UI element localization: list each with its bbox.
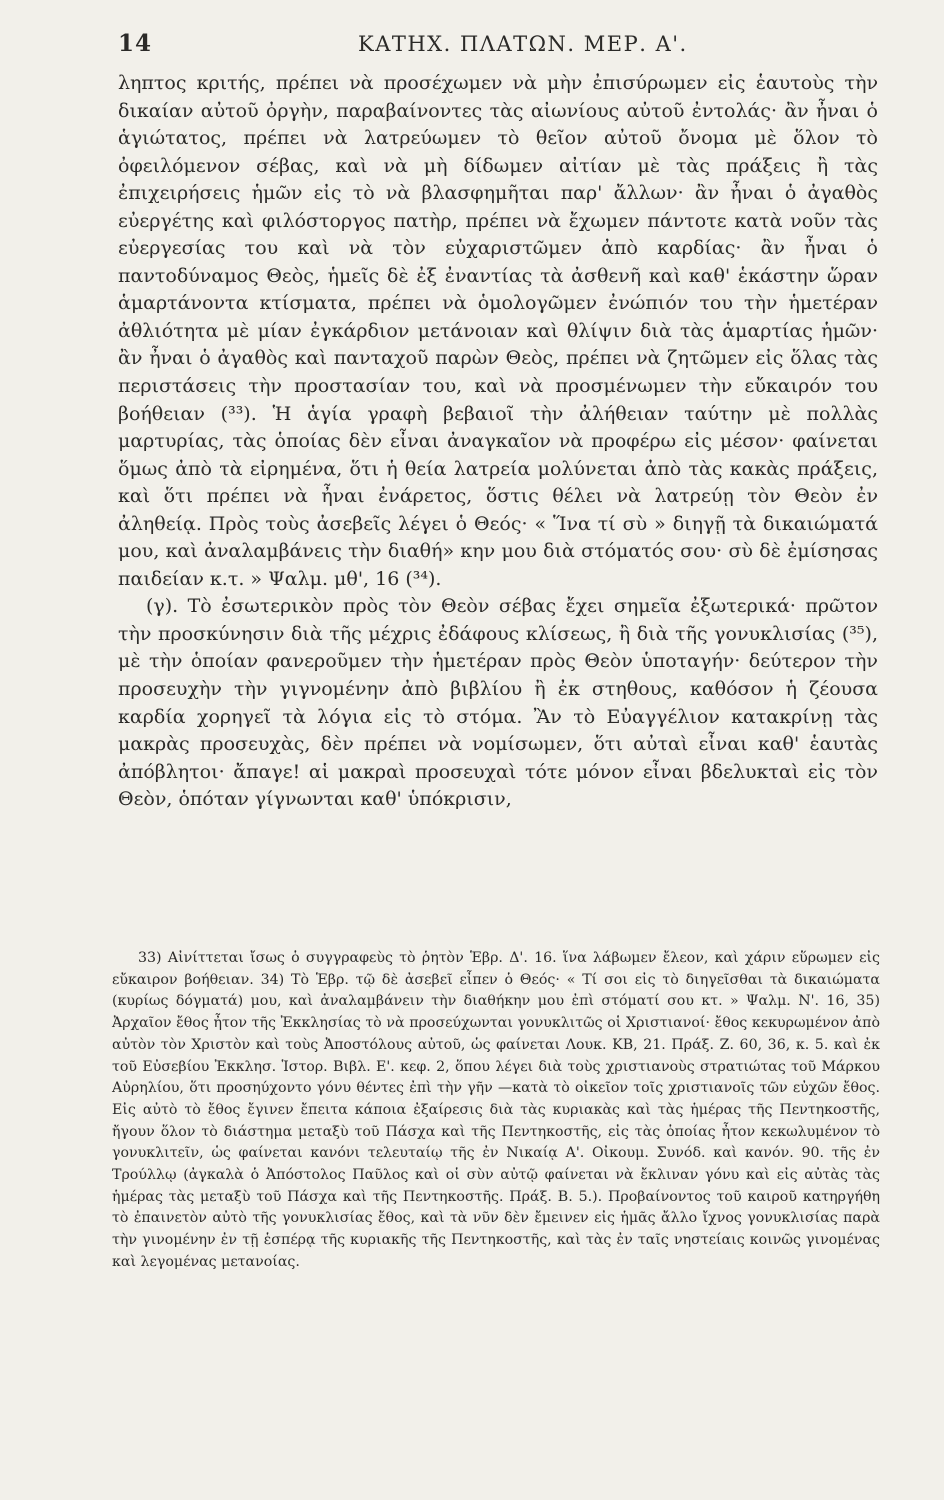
page-header (118, 30, 878, 64)
footnote-text: 33) Αἰνίττεται ἴσως ὁ συγγραφεὺς τὸ ῥητὸν Ἑβρ. Δ'. 16. ἵνα λάβωμεν ἔλεον, καὶ χάριν εὕρωμεν εἰς εὔκαιρον βοήθειαν. 34) Τὸ Ἑβρ. τῷ δὲ ἀσεβεῖ εἶπεν ὁ Θεός· « Τί σοι εἰς τὸ διηγεῖσθαι τὰ δικαιώματα (κυρίως δόγματά) μου, καὶ ἀναλαμβάνειν τὴν διαθήκην μου ἐπὶ στόματί σου κτ. » Ψαλμ. Ν'. 16, 35) Ἀρχαῖον ἔθος ἦτον τῆς Ἐκκλησίας τὸ νὰ προσεύχωνται γονυκλιτῶς οἱ Χριστιανοί· ἔθος κεκυρωμένον ἀπὸ αὐτὸν τὸν Χριστὸν καὶ τοὺς Ἀποστόλους αὐτοῦ, ὡς φαίνεται Λουκ. ΚΒ, 21. Πράξ. Ζ. 60, 36, κ. 5. καὶ ἐκ τοῦ Εὐσεβίου Ἐκκλησ. Ἱστορ. Βιβλ. Ε'. κεφ. 2, ὅπου λέγει διὰ τοὺς χριστιανοὺς στρατιώτας τοῦ Μάρκου Αὐρηλίου, ὅτι προσηύχοντο γόνυ θέντες ἐπὶ τὴν γῆν —κατὰ τὸ οἰκεῖον τοῖς χριστιανοῖς τῶν εὐχῶν ἔθος. Εἰς αὐτὸ τὸ ἔθος ἔγινεν ἔπειτα κάποια ἐξαίρεσις διὰ τὰς κυριακὰς καὶ τὰς ἡμέρας τῆς Πεντηκοστῆς, ἤγουν ὅλον τὸ διάστημα μεταξὺ τοῦ Πάσχα καὶ τῆς Πεντηκοστῆς, εἰς τὰς ὁποίας ἦτον κεκωλυμένον τὸ γονυκλιτεῖν, ὡς φαίνεται κανόνι τελευταίῳ τῆς ἐν Νικαίᾳ Α'. Οἰκουμ. Συνόδ. καὶ κανόν. 90. τῆς ἐν Τρούλλῳ (ἀγκαλὰ ὁ Ἀπόστολος Παῦλος καὶ οἱ σὺν αὐτῷ φαίνεται νὰ ἔκλιναν γόνυ καὶ εἰς αὐτὰς τὰς ἡμέρας τὰς μεταξὺ τοῦ Πάσχα καὶ τῆς Πεντηκοστῆς. Πράξ. Β. 5.). Προβαίνοντος τοῦ καιροῦ κατηργήθη τὸ ἐπαινετὸν αὐτὸ τῆς γονυκλισίας ἔθος, καὶ τὰ νῦν δὲν ἔμεινεν εἰς ἡμᾶς ἄλλο ἴχνος γονυκλισίας παρὰ τὴν γινομένην ἐν τῇ ἑσπέρᾳ τῆς κυριακῆς τῆς Πεντηκοστῆς, καὶ τὰς ἐν ταῖς νηστείαις κοινῶς γινομένας καὶ λεγομένας μετανοίας. (112, 950, 880, 1270)
body-paragraph-2: (γ). Τὸ ἐσωτερικὸν πρὸς τὸν Θεὸν σέβας ἔχει σημεῖα ἐξωτερικά· πρῶτον τὴν προσκύνησιν διὰ τῆς μέχρις ἐδάφους κλίσεως, ἢ διὰ τῆς γονυκλισίας (³⁵), μὲ τὴν ὁποίαν φανεροῦμεν τὴν ἡμετέραν πρὸς Θεὸν ὑποταγήν· δεύτερον τὴν προσευχὴν τὴν γιγνομένην ἀπὸ βιβλίου ἢ ἐκ στηθους, καθόσον ἡ ζέουσα καρδία χορηγεῖ τὰ λόγια εἰς τὸ στόμα. Ἂν τὸ Εὐαγγέλιον κατακρίνῃ τὰς μακρὰς προσευχὰς, δὲν πρέπει νὰ νομίσωμεν, ὅτι αὐταὶ εἶναι καθ' ἑαυτὰς ἀπόβλητοι· ἄπαγε! αἱ μακραὶ προσευχαὶ τότε μόνον εἶναι βδελυκταὶ εἰς τὸν Θεὸν, ὁπόταν γίγνωνται καθ' ὑπόκρισιν, (118, 595, 878, 811)
main-text (118, 70, 878, 814)
body-paragraph-1: ληπτος κριτής, πρέπει νὰ προσέχωμεν νὰ μὴν ἐπισύρωμεν εἰς ἑαυτοὺς τὴν δικαίαν αὐτοῦ ὀργὴν, παραβαίνοντες τὰς αἰωνίους αὐτοῦ ἐντολάς· ἂν ἦναι ὁ ἁγιώτατος, πρέπει νὰ λατρεύωμεν τὸ θεῖον αὐτοῦ ὄνομα μὲ ὅλον τὸ ὀφειλόμενον σέβας, καὶ νὰ μὴ δίδωμεν αἰτίαν μὲ τὰς πράξεις ἢ τὰς ἐπιχειρήσεις ἡμῶν εἰς τὸ νὰ βλασφημῆται παρ' ἄλλων· ἂν ἦναι ὁ ἀγαθὸς εὐεργέτης καὶ φιλόστοργος πατὴρ, πρέπει νὰ ἔχωμεν πάντοτε κατὰ νοῦν τὰς εὐεργεσίας του καὶ νὰ τὸν εὐχαριστῶμεν ἀπὸ καρδίας· ἂν ἦναι ὁ παντοδύναμος Θεὸς, ἡμεῖς δὲ ἐξ ἐναντίας τὰ ἀσθενῆ καὶ καθ' ἑκάστην ὥραν ἁμαρτάνοντα κτίσματα, πρέπει νὰ ὁμολογῶμεν ἐνώπιόν του τὴν ἡμετέραν ἀθλιότητα μὲ μίαν ἐγκάρδιον μετάνοιαν καὶ θλίψιν διὰ τὰς ἁμαρτίας ἡμῶν· ἂν ἦναι ὁ ἀγαθὸς καὶ πανταχοῦ παρὼν Θεὸς, πρέπει νὰ ζητῶμεν εἰς ὅλας τὰς περιστάσεις τὴν προστασίαν του, καὶ νὰ προσμένωμεν τὴν εὔκαιρόν του βοήθειαν (³³). Ἡ ἁγία γραφὴ βεβαιοῖ τὴν ἀλήθειαν ταύτην μὲ πολλὰς μαρτυρίας, τὰς ὁποίας δὲν εἶναι ἀναγκαῖον νὰ προφέρω εἰς μέσον· φαίνεται ὅμως ἀπὸ τὰ εἰρημένα, ὅτι ἡ θεία λατρεία μολύνεται ἀπὸ τὰς κακὰς πράξεις, καὶ ὅτι πρέπει νὰ ἦναι ἐνάρετος, ὅστις θέλει νὰ λατρεύῃ τὸν Θεὸν ἐν ἀληθείᾳ. Πρὸς τοὺς ἀσεβεῖς λέγει ὁ Θεός· « Ἵνα τί σὺ » διηγῇ τὰ δικαιώματά μου, καὶ ἀναλαμβάνεις τὴν διαθή» κην μου διὰ στόματός σου· σὺ δὲ ἐμίσησας παιδείαν κ.τ. » Ψαλμ. μθ', 16 (³⁴). (118, 72, 878, 590)
running-title: ΚΑΤΗΧ. ΠΛΑΤΩΝ. ΜΕΡ. Α'. (358, 32, 688, 56)
footnotes (112, 948, 880, 1274)
page-number: 14 (118, 30, 153, 57)
